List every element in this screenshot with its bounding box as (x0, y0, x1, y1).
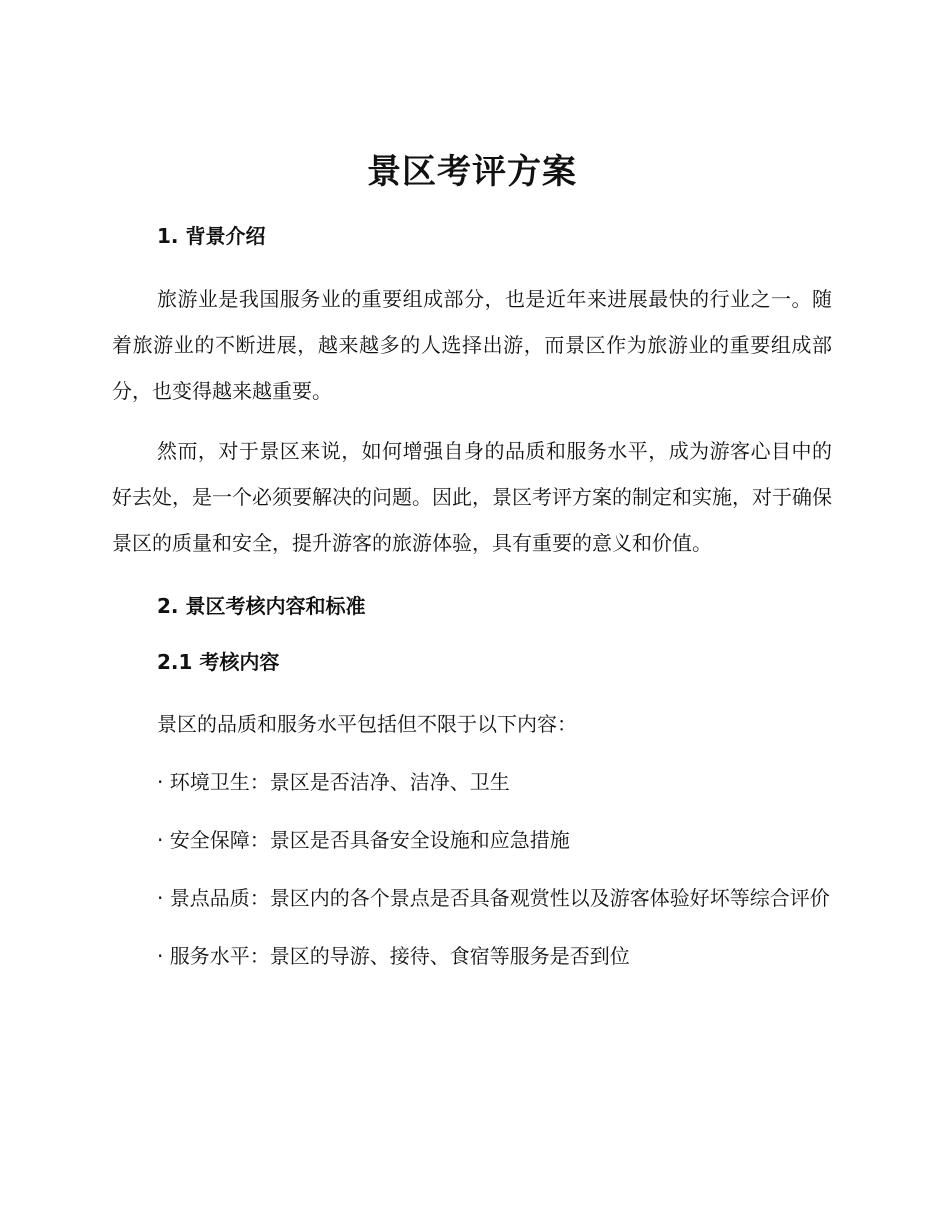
document-body (112, 148, 832, 992)
list-item-attraction-quality: · 景点品质：景区内的各个景点是否具备观赏性以及游客体验好坏等综合评价 (157, 886, 830, 910)
section-heading-background: 1. 背景介绍 (157, 224, 266, 248)
paragraph-background-1: 旅游业是我国服务业的重要组成部分，也是近年来进展最快的行业之一。随着旅游业的不断进展，越来越多的人选择出游，而景区作为旅游业的重要组成部分，也变得越来越重要。 (112, 287, 832, 403)
paragraph-content-intro: 景区的品质和服务水平包括但不限于以下内容： (157, 712, 577, 736)
document-title: 景区考评方案 (367, 152, 577, 192)
paragraph-background-2: 然而，对于景区来说，如何增强自身的品质和服务水平，成为游客心目中的好去处，是一个必须要解决的问题。因此，景区考评方案的制定和实施，对于确保景区的质量和安全，提升游客的旅游体验，具有重要的意义和价值。 (112, 439, 832, 555)
subsection-heading-content: 2.1 考核内容 (157, 650, 280, 674)
list-item-service-level: · 服务水平：景区的导游、接待、食宿等服务是否到位 (157, 944, 630, 968)
list-item-safety: · 安全保障：景区是否具备安全设施和应急措施 (157, 828, 570, 852)
section-heading-content-standards: 2. 景区考核内容和标准 (157, 594, 366, 618)
list-item-environment: · 环境卫生：景区是否洁净、洁净、卫生 (157, 770, 510, 794)
